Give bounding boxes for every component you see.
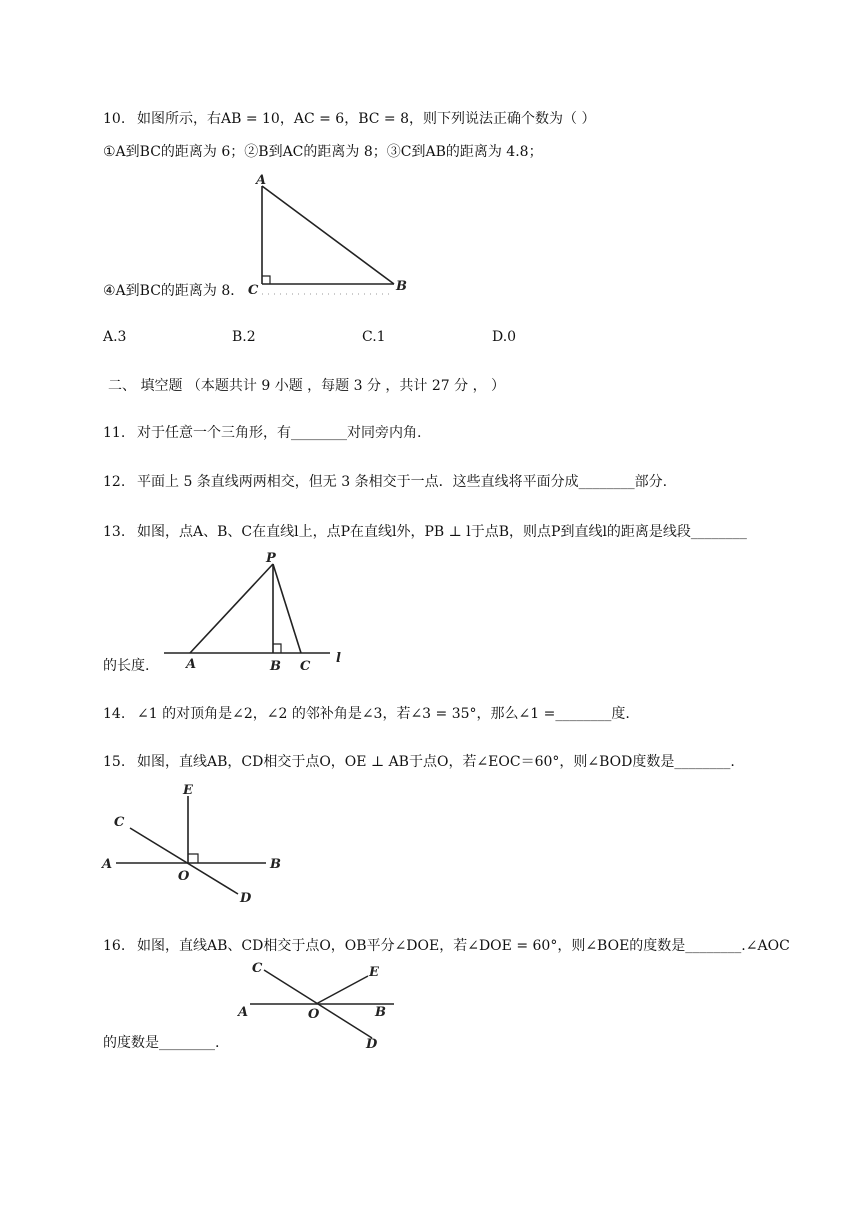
- label-a: A: [238, 1005, 249, 1020]
- q13-text: 如图，点A、B、C在直线l上，点P在直线l外，PB ⊥ l于点B，则点P到直线l的距离是线段________: [137, 524, 747, 540]
- label-l: l: [336, 651, 341, 666]
- label-a: A: [186, 657, 197, 672]
- q16-text: 如图，直线AB、CD相交于点O，OB平分∠DOE，若∠DOE = 60°，则∠BOE的度数是________.∠AOC: [137, 938, 790, 954]
- q11-text: 对于任意一个三角形，有________对同旁内角.: [137, 425, 422, 441]
- q15-number: 15.: [103, 754, 126, 770]
- q10-option-d[interactable]: D.0: [492, 329, 517, 345]
- q13-figure: [160, 548, 360, 673]
- label-b: B: [270, 857, 281, 872]
- right-angle-mark: [273, 644, 281, 653]
- q13-tail: 的长度.: [103, 658, 150, 674]
- segment-pc: [273, 564, 301, 653]
- label-b: B: [270, 659, 281, 674]
- q10-statements: ①A到BC的距离为 6；②B到AC的距离为 8；③C到AB的距离为 4.8；: [103, 144, 543, 160]
- label-b: B: [375, 1005, 386, 1020]
- q12-text: 平面上 5 条直线两两相交，但无 3 条相交于一点．这些直线将平面分成________部分.: [137, 474, 668, 490]
- q16-tail: 的度数是________.: [103, 1035, 220, 1051]
- q12: [103, 472, 667, 492]
- label-p: P: [266, 551, 276, 566]
- line-cd: [130, 828, 238, 894]
- label-c: C: [300, 659, 311, 674]
- q16: [103, 936, 790, 956]
- q13: [103, 522, 747, 542]
- q10-option-c[interactable]: C.1: [362, 329, 386, 345]
- label-o: O: [178, 869, 190, 884]
- section-2-title: 二、 填空题 （本题共计 9 小题 ，每题 3 分 ，共计 27 分 ， ）: [108, 378, 506, 394]
- q10-statement-4: ④A到BC的距离为 8．: [103, 283, 245, 299]
- label-d: D: [240, 891, 252, 906]
- q14-text: ∠1 的对顶角是∠2，∠2 的邻补角是∠3，若∠3 = 35°，那么∠1 =________度.: [137, 706, 630, 722]
- q10-stem-text: 如图所示，右AB = 10，AC = 6，BC = 8，则下列说法正确个数为（ ）: [137, 111, 596, 127]
- q15-text: 如图，直线AB，CD相交于点O，OE ⊥ AB于点O，若∠EOC＝60°，则∠BOD度数是________.: [137, 754, 735, 770]
- q11-number: 11.: [103, 425, 126, 441]
- right-angle-mark: [188, 854, 198, 863]
- q16-number: 16.: [103, 938, 126, 954]
- label-c: C: [248, 283, 259, 298]
- q12-number: 12.: [103, 474, 126, 490]
- q15: [103, 752, 735, 772]
- q10-stem: [103, 109, 595, 129]
- q14: [103, 704, 630, 724]
- label-d: D: [366, 1037, 378, 1052]
- q14-number: 14.: [103, 706, 126, 722]
- side-ab: [262, 186, 394, 284]
- q10-option-b[interactable]: B.2: [232, 329, 256, 345]
- label-a: A: [256, 173, 267, 188]
- label-o: O: [308, 1007, 320, 1022]
- q11: [103, 423, 421, 443]
- right-angle-mark: [262, 276, 270, 284]
- q16-figure: [236, 958, 396, 1053]
- label-c: C: [252, 961, 263, 976]
- q13-number: 13.: [103, 524, 126, 540]
- label-e: E: [183, 783, 193, 798]
- label-e: E: [369, 965, 379, 980]
- label-c: C: [114, 815, 125, 830]
- ray-oe: [316, 976, 368, 1004]
- segment-pa: [190, 564, 273, 653]
- q10-number: 10.: [103, 111, 126, 127]
- label-a: A: [102, 857, 113, 872]
- label-b: B: [396, 279, 407, 294]
- q10-triangle-figure: [240, 170, 410, 300]
- q15-figure: [100, 780, 290, 910]
- q10-option-a[interactable]: A.3: [103, 329, 127, 345]
